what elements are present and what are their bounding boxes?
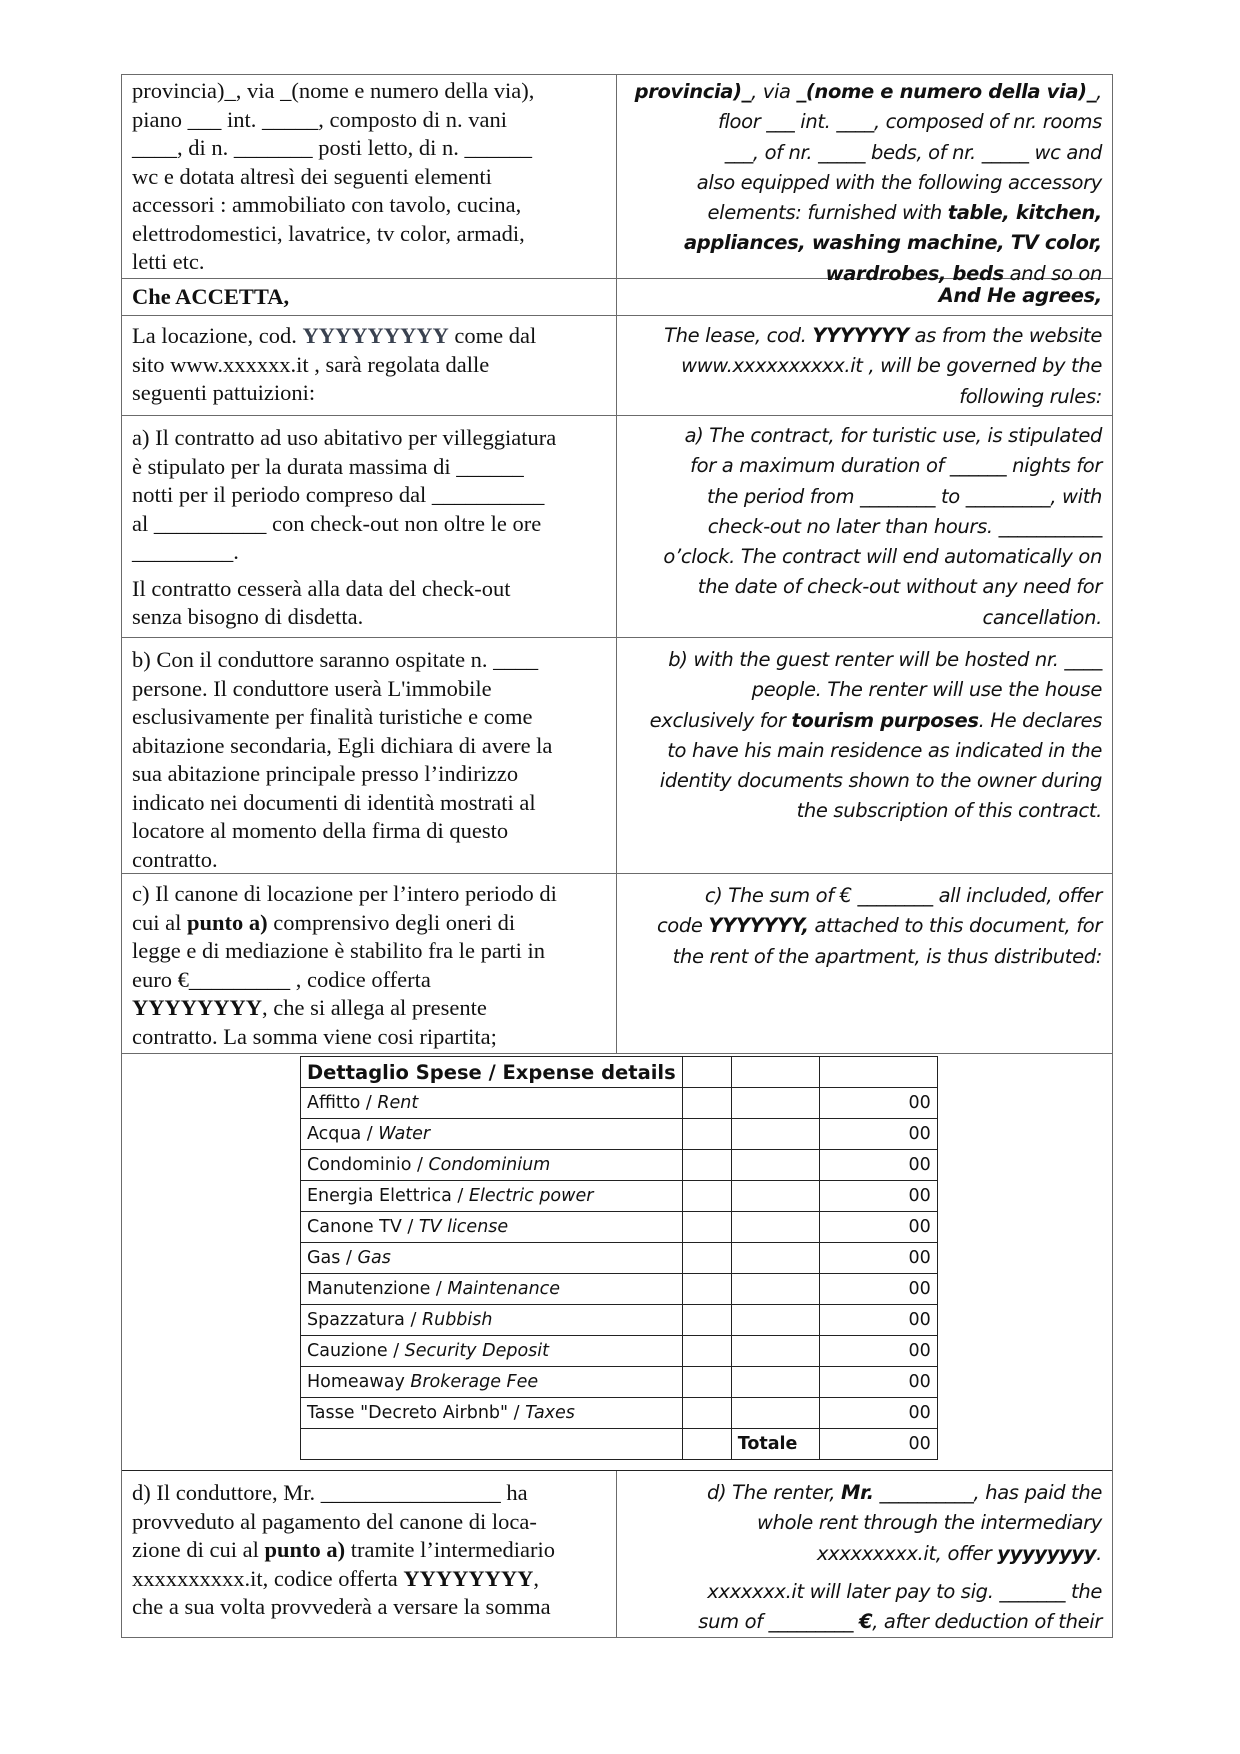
text-line (132, 909, 606, 938)
text: , via (751, 80, 797, 103)
empty-cell (731, 1057, 819, 1088)
text-line: euro €_________ , codice offerta (132, 966, 431, 992)
cell-english (617, 638, 1112, 873)
text: zione di cui al (132, 1537, 265, 1562)
text-line: è stipulato per la durata massima di ______ (132, 453, 524, 479)
text: xxxxxxxxx.it, offer (816, 1541, 998, 1565)
expense-total-row (301, 1429, 938, 1460)
expense-label-it: Manutenzione / (307, 1279, 448, 1299)
text: code (656, 914, 709, 938)
expense-value: 00 (819, 1119, 937, 1150)
cell-italian (122, 416, 617, 637)
text: . He declares (978, 708, 1102, 732)
text-line: floor ___ int. ____, composed of nr. rooms (717, 110, 1102, 134)
text-line (627, 77, 1102, 107)
text-line: seguenti pattuizioni: (132, 380, 316, 405)
text-line (132, 994, 606, 1023)
text-line (132, 322, 606, 351)
text: d) The renter, (707, 1481, 842, 1504)
contract-table (121, 74, 1113, 1638)
text-line: esclusivamente per finalità turistiche e come (132, 704, 533, 729)
expense-label-it: Condominio / (307, 1155, 429, 1175)
expense-label-en: TV license (418, 1217, 509, 1237)
expense-header-row (301, 1057, 938, 1088)
expense-label-it: Affitto / (307, 1093, 378, 1113)
text-line: indicato nei documenti di identità mostrati al (132, 789, 536, 815)
text: elements: furnished with (707, 201, 948, 225)
text-line: whole rent through the intermediary (757, 1511, 1102, 1535)
expense-value: 00 (819, 1367, 937, 1398)
text: , che si allega al presente (262, 995, 487, 1020)
text-line: b) Con il conduttore saranno ospitate n. ____ (132, 647, 539, 672)
text-line: sua abitazione principale presso l’indirizzo (132, 761, 519, 786)
text: as from the website (908, 324, 1102, 347)
cell-english (617, 316, 1112, 415)
row-clause-c (122, 874, 1112, 1054)
text-line: al __________ con check-out non oltre le ore (132, 510, 542, 536)
expense-value: 00 (819, 1305, 937, 1336)
expense-row (301, 1398, 938, 1429)
offer-code: YYYYYYYY (403, 1565, 534, 1591)
expense-value: 00 (819, 1181, 937, 1212)
bold-text: table, kitchen, (947, 201, 1102, 225)
expense-table (300, 1056, 938, 1460)
text-line: ____, di n. _______ posti letto, di n. ______ (132, 135, 533, 160)
text-line (132, 1536, 606, 1565)
euro-sign: € (858, 1610, 873, 1634)
text-line (627, 706, 1102, 736)
expense-label-en: Brokerage Fee (410, 1372, 539, 1392)
text-line: b) with the guest renter will be hosted nr. ____ (668, 648, 1102, 671)
text: and so on (1003, 261, 1102, 285)
expense-value: 00 (819, 1088, 937, 1119)
text-line: o’clock. The contract will end automatically on (663, 545, 1102, 569)
text-line: following rules: (959, 384, 1102, 408)
text: , (533, 1565, 540, 1591)
text-line: legge e di mediazione è stabilito fra le parti in (132, 938, 545, 963)
text-line: also equipped with the following accessory (696, 170, 1102, 194)
expense-value: 00 (819, 1398, 937, 1429)
text-line: xxxxxxx.it will later pay to sig. _______ the (707, 1579, 1102, 1603)
row-clause-b (122, 638, 1112, 874)
text: xxxxxxxxxx.it, codice offerta (132, 1565, 404, 1591)
text: __________, has paid the (873, 1481, 1102, 1504)
text-line: provincia)_, via _(nome e numero della via), (132, 78, 535, 103)
expense-row (301, 1336, 938, 1367)
text-line: the date of check-out without any need for (697, 575, 1102, 599)
text-line: persone. Il conduttore userà L'immobile (132, 675, 492, 701)
expense-value: 00 (819, 1336, 937, 1367)
text-line (627, 1478, 1102, 1508)
offer-code: YYYYYYY, (708, 914, 809, 938)
text-line: provveduto al pagamento del canone di loca- (132, 1508, 537, 1534)
text-line: abitazione secondaria, Egli dichiara di avere la (132, 732, 553, 758)
text-line: a) Il contratto ad uso abitativo per villeggiatura (132, 425, 557, 450)
expense-label-en: Taxes (525, 1403, 575, 1423)
text-line: a) The contract, for turistic use, is stipulated (684, 424, 1102, 447)
offer-code: yyyyyyyy (997, 1541, 1097, 1565)
text-line: Il contratto cesserà alla data del check-out (132, 575, 511, 601)
text-line: contratto. (132, 846, 218, 872)
text-line: d) Il conduttore, Mr. ________________ ha (132, 1480, 528, 1505)
text: tramite l’intermediario (345, 1537, 556, 1562)
text-line: _________. (132, 539, 239, 564)
expense-label-en: Rent (377, 1093, 419, 1113)
expense-table-title: Dettaglio Spese / Expense details (301, 1057, 683, 1088)
text-line: elettrodomestici, lavatrice, tv color, armadi, (132, 220, 525, 246)
bold-text: provincia)_ (634, 80, 752, 103)
text-line: identity documents shown to the owner during (659, 769, 1102, 793)
text-line: the subscription of this contract. (796, 799, 1102, 823)
text-line: ___, of nr. _____ beds, of nr. _____ wc and (724, 140, 1102, 164)
offer-code: YYYYYYYY (132, 995, 262, 1020)
expense-label-en: Water (378, 1124, 431, 1144)
text-line (627, 1607, 1102, 1637)
cell-english (617, 874, 1112, 1053)
text-line: sito www.xxxxxx.it , sarà regolata dalle (132, 351, 490, 377)
text-line: the period from ________ to _________, with (707, 484, 1102, 508)
bold-text: Mr. (841, 1481, 874, 1504)
text-line: www.xxxxxxxxxx.it , will be governed by the (681, 354, 1102, 378)
expense-row (301, 1212, 938, 1243)
bold-text: _(nome e numero della via)_ (796, 80, 1097, 103)
text: , after deduction of their (872, 1610, 1102, 1634)
cell-english (617, 1471, 1112, 1637)
row-clause-a (122, 416, 1112, 638)
text-line (627, 198, 1102, 228)
expense-label-en: Rubbish (421, 1310, 493, 1330)
expense-value: 00 (819, 1212, 937, 1243)
text: come dal (448, 323, 537, 348)
expense-value: 00 (819, 1243, 937, 1274)
expense-value: 00 (819, 1150, 937, 1181)
expense-row (301, 1119, 938, 1150)
row-expense-details (122, 1054, 1112, 1471)
cell-italian (122, 874, 617, 1053)
lease-code: YYYYYYY (812, 324, 909, 347)
text-line: c) The sum of € ________ all included, offer (704, 884, 1102, 907)
text: , (1096, 80, 1102, 103)
cell-italian (122, 638, 617, 873)
expense-label-it: Gas / (307, 1248, 358, 1268)
expense-label-it: Canone TV / (307, 1217, 419, 1237)
bold-text: tourism purposes (791, 708, 979, 732)
expense-row (301, 1305, 938, 1336)
expense-label-it: Homeaway (307, 1372, 411, 1392)
text-line: appliances, washing machine, TV color, (683, 231, 1102, 255)
row-lease (122, 316, 1112, 416)
expense-label-en: Maintenance (447, 1279, 561, 1299)
text-line: to have his main residence as indicated in the (667, 738, 1102, 762)
expense-row (301, 1243, 938, 1274)
cell-italian (122, 1471, 617, 1637)
empty-cell (682, 1057, 731, 1088)
bold-text: punto a) (264, 1537, 346, 1562)
row-clause-d (122, 1471, 1112, 1637)
expense-row (301, 1150, 938, 1181)
text-line: wc e dotata altresì dei seguenti elementi (132, 163, 492, 189)
text-line: senza bisogno di disdetta. (132, 604, 364, 629)
text-line: the rent of the apartment, is thus distributed: (672, 944, 1102, 968)
text-line: accessori : ammobiliato con tavolo, cucina, (132, 192, 522, 217)
text-line (627, 1539, 1102, 1569)
text-line (132, 1565, 606, 1594)
text-line: for a maximum duration of ______ nights for (690, 454, 1102, 478)
text: attached to this document, for (808, 914, 1102, 938)
expense-label-it: Tasse "Decreto Airbnb" / (307, 1403, 526, 1423)
bold-text: punto a) (186, 909, 268, 935)
expense-label-en: Security Deposit (404, 1341, 549, 1361)
text: comprensivo degli oneri di (267, 909, 516, 935)
expense-row (301, 1181, 938, 1212)
text-line: c) Il canone di locazione per l’intero periodo di (132, 881, 557, 906)
text: The lease, cod. (664, 324, 813, 347)
expense-label-it: Cauzione / (307, 1341, 405, 1361)
empty-cell (819, 1057, 937, 1088)
text-line (627, 911, 1102, 941)
text: La locazione, cod. (132, 323, 303, 348)
row-property-description (122, 75, 1112, 285)
text-line: locatore al momento della firma di questo (132, 818, 509, 843)
expense-label-it: Acqua / (307, 1124, 379, 1144)
lease-code: YYYYYYYYY (302, 323, 449, 348)
expense-value: 00 (819, 1274, 937, 1305)
expense-label-it: Spazzatura / (307, 1310, 422, 1330)
cell-english (617, 416, 1112, 637)
text: cui al (132, 909, 187, 935)
text-line: check-out no later than hours. ___________ (707, 514, 1102, 538)
expense-row (301, 1367, 938, 1398)
total-label: Totale (731, 1429, 819, 1460)
text-line: piano ___ int. _____, composto di n. vani (132, 106, 507, 132)
text-line (627, 321, 1102, 351)
text-line: cancellation. (982, 605, 1102, 629)
bold-text: wardrobes, beds (825, 261, 1004, 285)
expense-label-it: Energia Elettrica / (307, 1186, 469, 1206)
expense-label-en: Gas (357, 1248, 391, 1268)
heading-english: And He agrees, (938, 284, 1102, 307)
row-accepts (122, 279, 1112, 316)
cell-italian (122, 75, 617, 278)
text-line: contratto. La somma viene cosi ripartita; (132, 1023, 497, 1049)
expense-row (301, 1088, 938, 1119)
text-line: notti per il periodo compreso dal __________ (132, 482, 545, 507)
expense-label-en: Electric power (468, 1186, 594, 1206)
heading-italian: Che ACCETTA, (122, 279, 617, 315)
text-line: people. The renter will use the house (751, 678, 1102, 702)
cell-english (617, 75, 1112, 285)
text-line: letti etc. (132, 249, 205, 274)
cell-italian (122, 316, 617, 415)
text: . (1096, 1541, 1102, 1565)
text-line: che a sua volta provvederà a versare la somma (132, 1594, 551, 1619)
expense-row (301, 1274, 938, 1305)
text: sum of _________ (698, 1610, 859, 1634)
total-value: 00 (819, 1429, 937, 1460)
text: exclusively for (649, 708, 792, 732)
expense-label-en: Condominium (428, 1155, 551, 1175)
